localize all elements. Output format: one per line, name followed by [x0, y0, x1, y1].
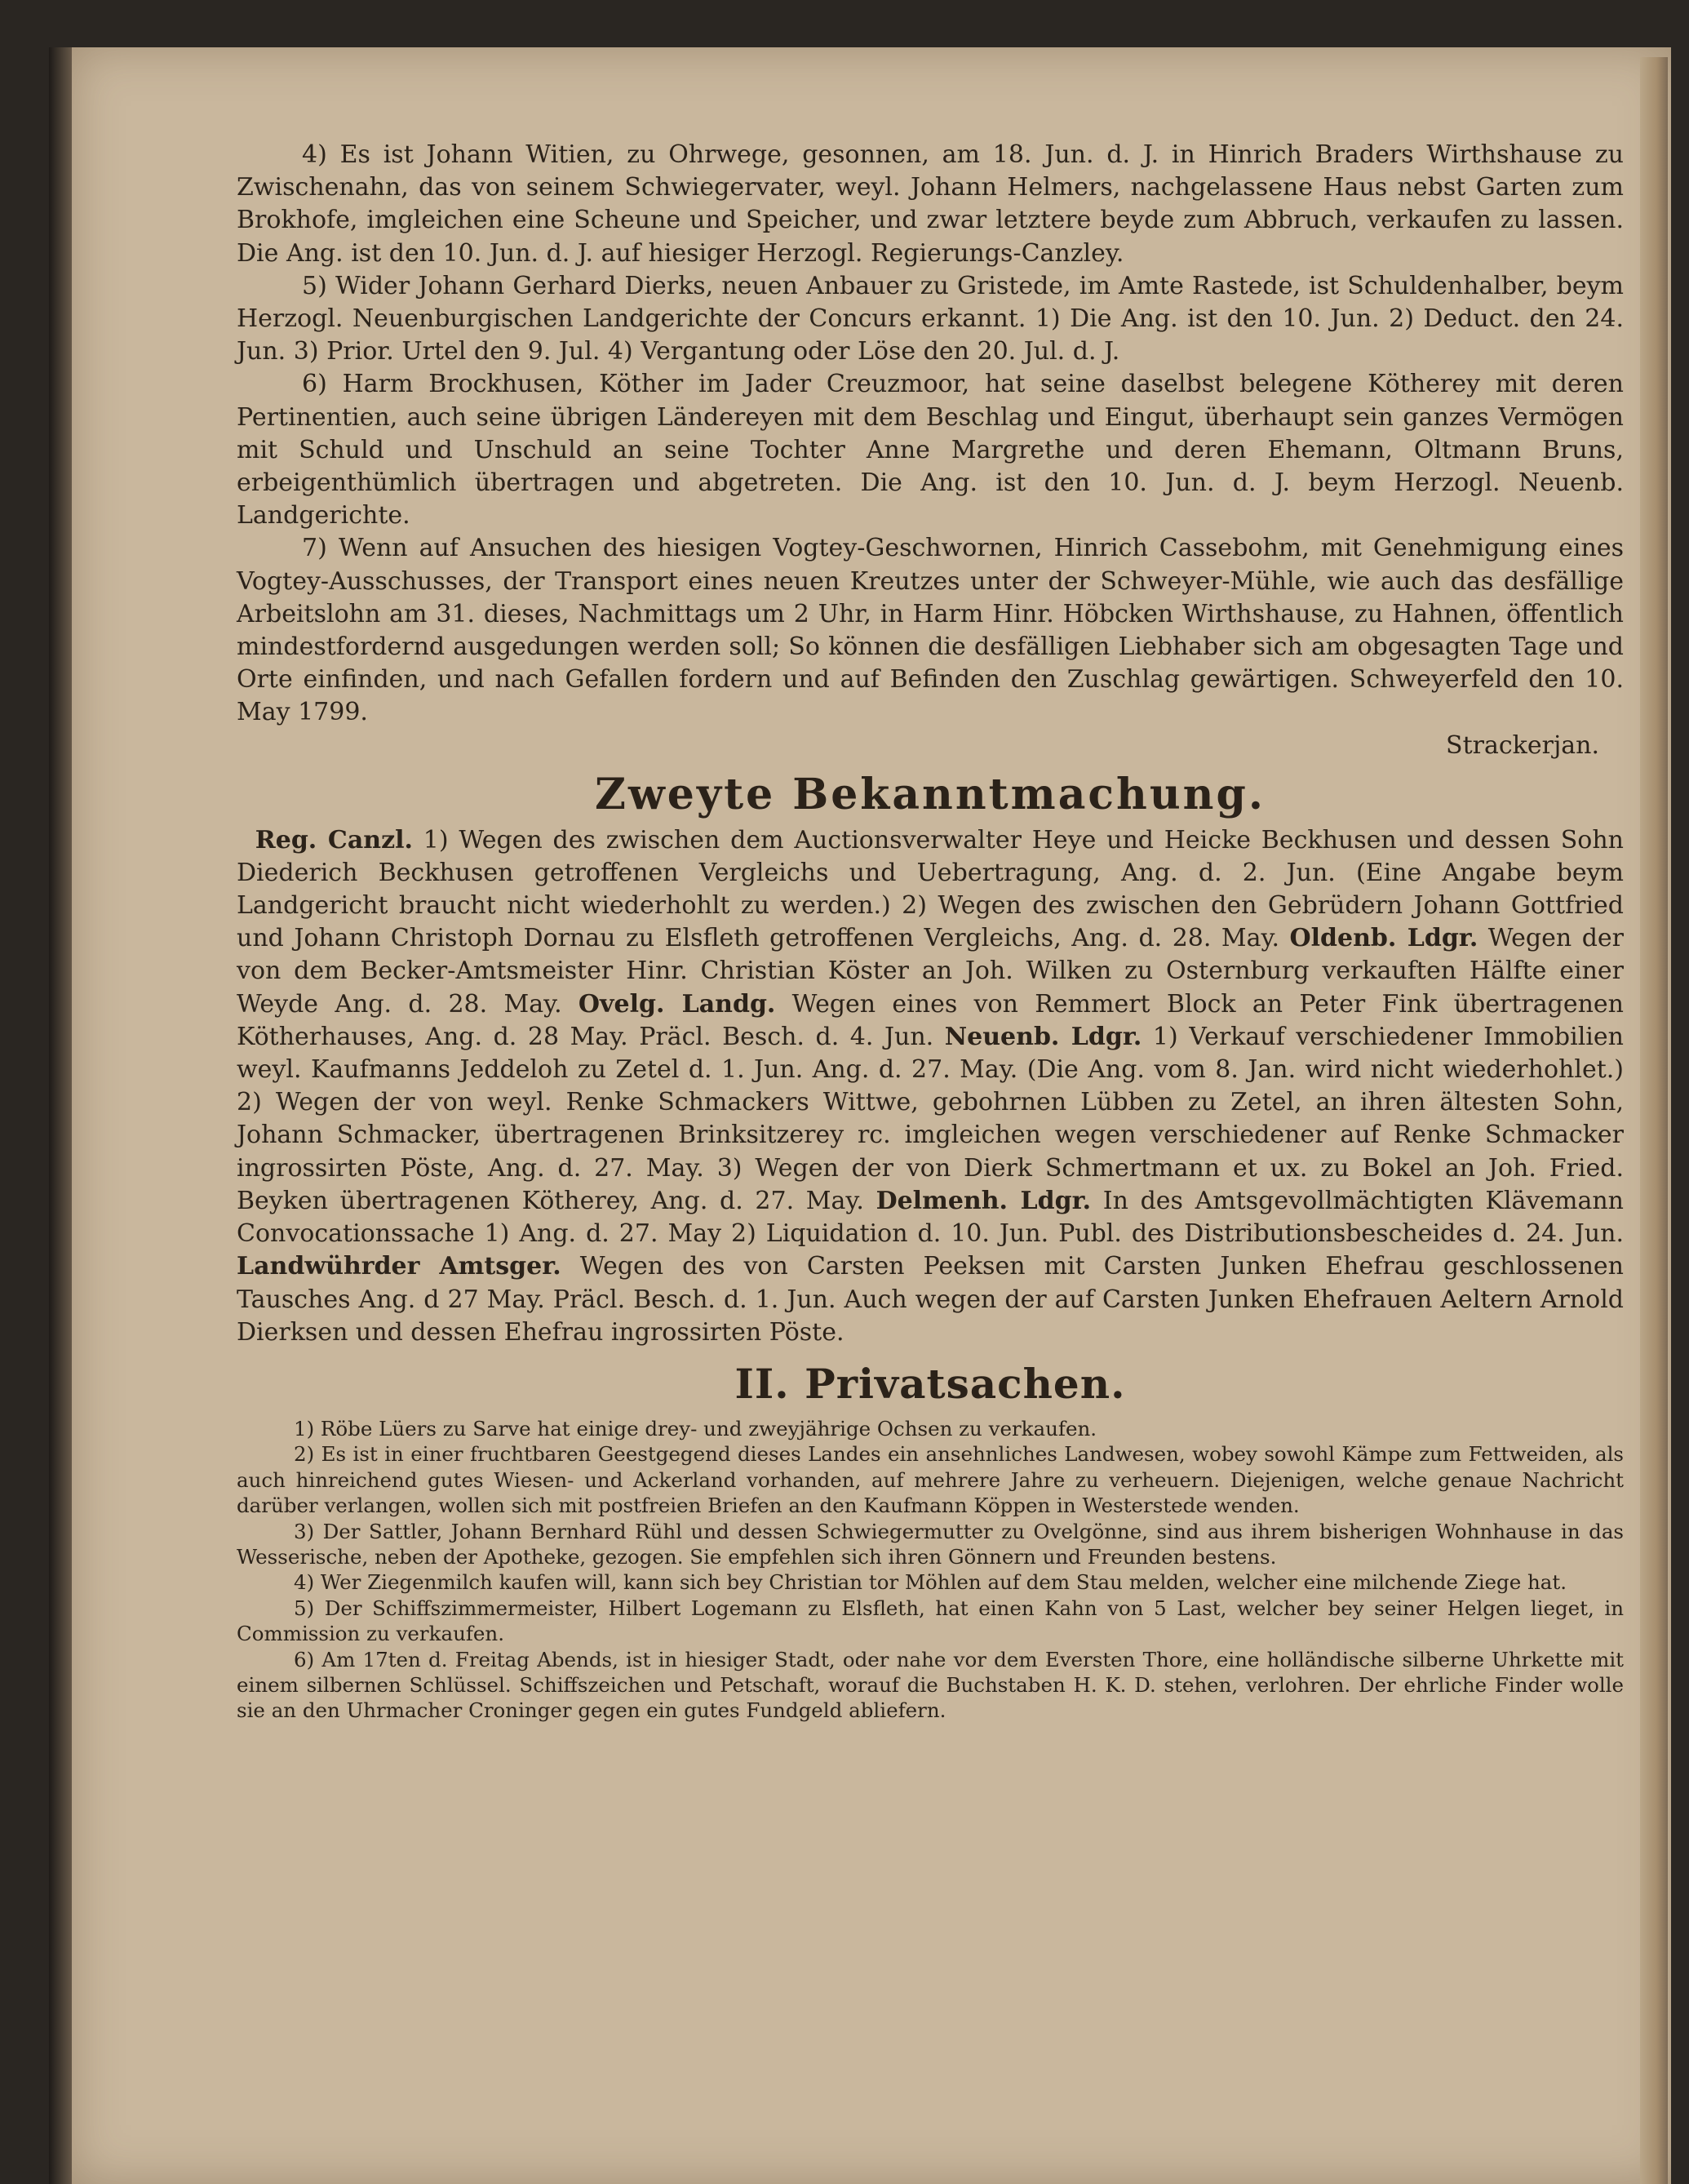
court-label: Landwührder Amtsger. — [237, 1252, 561, 1281]
page-content — [237, 139, 1624, 1724]
second-notice-body — [237, 824, 1624, 1349]
court-text: 1) Wegen des zwischen dem Auctionsverwalter Heye und Heicke Beckhusen und dessen Sohn Diederich Beckhusen getroffenen Vergleichs und Uebertragung, Ang. d. 2. Jun. (Eine Angabe beym Landgericht braucht nicht wiederhohlt zu werden.) 2) Wegen des zwischen den Gebrüdern Johann Gottfried und Johann Christoph Dornau zu Elsfleth getroffenen Vergleichs, Ang. d. 28. May. — [237, 825, 1624, 953]
court-label: Ovelg. Landg. — [578, 989, 776, 1019]
court-label: Neuenb. Ldgr. — [944, 1022, 1142, 1051]
section-heading-second-notice: Zweyte Bekanntmachung. — [595, 769, 1266, 819]
page-edge — [1640, 57, 1668, 2184]
signature: Strackerjan. — [1446, 730, 1599, 760]
court-text: In des Amtsgevollmächtigten Klävemann Convocationssache 1) Ang. d. 27. May 2) Liquidation d. 10. Jun. Publ. des Distributionsbescheides d. 24. Jun. — [237, 1186, 1625, 1249]
notice-5: 5) Wider Johann Gerhard Dierks, neuen Anbauer zu Gristede, im Amte Rastede, ist Schuldenhalber, beym Herzogl. Neuenburgischen Landgerichte der Concurs erkannt. 1) Die Ang. ist den 10. Jun. 2) Deduct. den 24. Jun. 3) Prior. Urtel den 9. Jul. 4) Vergantung oder Löse den 20. Jul. d. J. — [237, 271, 1624, 366]
notice-4: 4) Es ist Johann Witien, zu Ohrwege, gesonnen, am 18. Jun. d. J. in Hinrich Braders Wirthshause zu Zwischenahn, das von seinem Schwiegervater, weyl. Johann Helmers, nachgelassene Haus nebst Garten zum Brokhofe, imgleichen eine Scheune und Speicher, und zwar letztere beyde zum Abbruch, verkaufen zu lassen. Die Ang. ist den 10. Jun. d. J. auf hiesiger Herzogl. Regierungs-Canzley. — [237, 140, 1624, 268]
notice-6: 6) Harm Brockhusen, Köther im Jader Creuzmoor, hat seine daselbst belegene Kötherey mit deren Pertinentien, auch seine übrigen Ländereyen mit dem Beschlag und Eingut, überhaupt sein ganzes Vermögen mit Schuld und Unschuld an seine Tochter Anne Margrethe und deren Ehemann, Oltmann Bruns, erbeigenthümlich übertragen und abgetreten. Die Ang. ist den 10. Jun. d. J. beym Herzogl. Neuenb. Landgerichte. — [237, 370, 1624, 530]
court-text: Wegen eines von Remmert Block an Peter Fink übertragenen Kötherhauses, Ang. d. 28 May. Präcl. Besch. d. 4. Jun. — [237, 989, 1624, 1051]
court-text: Wegen des von Carsten Peeksen mit Carsten Junken Ehefrau geschlossenen Tausches Ang. d 27 May. Präcl. Besch. d. 1. Jun. Auch wegen der auf Carsten Junken Ehefrauen Aeltern Arnold Dierksen und dessen Ehefrau ingrossirten Pöste. — [237, 1252, 1624, 1347]
private-item: 6) Am 17ten d. Freitag Abends, ist in hiesiger Stadt, oder nahe vor dem Eversten Thore, eine holländische silberne Uhrkette mit einem silbernen Schlüssel. Schiffszeichen und Petschaft, worauf die Buchstaben H. K. D. stehen, verlohren. Der ehrliche Finder wolle sie an den Uhrmacher Croninger gegen ein gutes Fundgeld abliefern. — [237, 1647, 1624, 1723]
private-item: 1) Röbe Lüers zu Sarve hat einige drey- und zweyjährige Ochsen zu verkaufen. — [294, 1416, 1097, 1440]
private-item: 4) Wer Ziegenmilch kaufen will, kann sich bey Christian tor Möhlen auf dem Stau melden, welcher eine milchende Ziege hat. — [294, 1570, 1567, 1595]
court-label: Delmenh. Ldgr. — [876, 1186, 1092, 1215]
book-gutter — [49, 47, 73, 2184]
notice-7: 7) Wenn auf Ansuchen des hiesigen Vogtey-Geschwornen, Hinrich Cassebohm, mit Genehmigung eines Vogtey-Ausschusses, der Transport eines neuen Kreutzes unter der Schweyer-Mühle, wie auch das desfällige Arbeitslohn am 31. dieses, Nachmittags um 2 Uhr, in Harm Hinr. Höbcken Wirthshause, zu Hahnen, öffentlich mindestfordernd ausgedungen werden soll; So können die desfälligen Liebhaber sich am obgesagten Tage und Orte einfinden, und nach Gefallen fordern und auf Befinden den Zuschlag gewärtigen. Schweyerfeld den 10. May 1799. — [237, 534, 1624, 727]
court-label: Oldenb. Ldgr. — [1289, 924, 1478, 953]
court-text: 1) Verkauf verschiedener Immobilien weyl. Kaufmanns Jeddeloh zu Zetel d. 1. Jun. Ang. d. 27. May. (Die Ang. vom 8. Jan. wird nicht wiederhohlet.) 2) Wegen der von weyl. Renke Schmackers Wittwe, gebohrnen Lübben zu Zetel, an ihren ältesten Sohn, Johann Schmacker, übertragenen Brinksitzerey rc. imgleichen wegen verschiedener auf Renke Schmacker ingrossirten Pöste, Ang. d. 27. May. 3) Wegen der von Dierk Schmertmann et ux. zu Bokel an Joh. Fried. Beyken übertragenen Kötherey, Ang. d. 27. May. — [237, 1022, 1624, 1215]
private-item: 5) Der Schiffszimmermeister, Hilbert Logemann zu Elsfleth, hat einen Kahn von 5 Last, welcher bey seiner Helgen lieget, in Commission zu verkaufen. — [237, 1596, 1624, 1646]
court-label: Reg. Canzl. — [255, 825, 413, 855]
private-item: 3) Der Sattler, Johann Bernhard Rühl und dessen Schwiegermutter zu Ovelgönne, sind aus ihrem bisherigen Wohnhause in das Wesserische, neben der Apotheke, gezogen. Sie empfehlen sich ihren Gönnern und Freunden bestens. — [237, 1519, 1624, 1569]
private-item: 2) Es ist in einer fruchtbaren Geestgegend dieses Landes ein ansehnliches Landwesen, wobey sowohl Kämpe zum Fettweiden, als auch hinreichend gutes Wiesen- und Ackerland vorhanden, auf mehrere Jahre zu verheuern. Diejenigen, welche genaue Nachricht darüber verlangen, wollen sich mit postfreien Briefen an den Kaufmann Köppen in Westerstede wenden. — [237, 1442, 1624, 1518]
court-text: Wegen der von dem Becker-Amtsmeister Hinr. Christian Köster an Joh. Wilken zu Osternburg verkauften Hälfte einer Weyde Ang. d. 28. May. — [237, 924, 1625, 1019]
section-heading-private: II. Privatsachen. — [734, 1359, 1126, 1408]
